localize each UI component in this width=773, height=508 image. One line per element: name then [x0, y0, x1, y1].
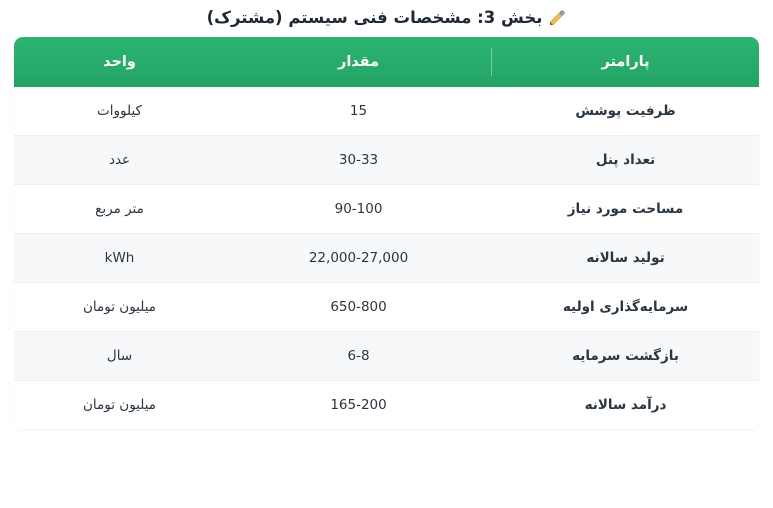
cell-value: 30-33 — [225, 136, 492, 185]
cell-unit: عدد — [14, 136, 225, 185]
table-row — [14, 234, 759, 283]
cell-parameter: تعداد پنل — [492, 136, 759, 185]
column-header-value: مقدار — [225, 37, 492, 87]
cell-unit: متر مربع — [14, 185, 225, 234]
table-row — [14, 136, 759, 185]
cell-parameter: مساحت مورد نیاز — [492, 185, 759, 234]
cell-value: 650-800 — [225, 283, 492, 332]
spec-table — [14, 37, 759, 429]
cell-unit: کیلووات — [14, 87, 225, 136]
pencil-icon — [548, 9, 566, 27]
table-row — [14, 87, 759, 136]
column-header-unit: واحد — [14, 37, 225, 87]
cell-unit: سال — [14, 332, 225, 381]
cell-parameter: سرمایه‌گذاری اولیه — [492, 283, 759, 332]
column-header-parameter: پارامتر — [492, 37, 759, 87]
table-row — [14, 332, 759, 381]
cell-value: 6-8 — [225, 332, 492, 381]
table-row — [14, 185, 759, 234]
table-body — [14, 87, 759, 429]
cell-parameter: تولید سالانه — [492, 234, 759, 283]
spec-table-container — [14, 37, 759, 429]
page-title-text: بخش 3: مشخصات فنی سیستم (مشترک) — [206, 8, 543, 27]
cell-value: 165-200 — [225, 381, 492, 430]
cell-parameter: درآمد سالانه — [492, 381, 759, 430]
cell-unit: میلیون تومان — [14, 283, 225, 332]
cell-value: 15 — [225, 87, 492, 136]
cell-value: 90-100 — [225, 185, 492, 234]
table-header — [14, 37, 759, 87]
table-header-row — [14, 37, 759, 87]
table-row — [14, 381, 759, 430]
cell-value: 22,000-27,000 — [225, 234, 492, 283]
page-title — [0, 0, 773, 37]
table-row — [14, 283, 759, 332]
cell-unit: kWh — [14, 234, 225, 283]
cell-parameter: بازگشت سرمایه — [492, 332, 759, 381]
cell-unit: میلیون تومان — [14, 381, 225, 430]
cell-parameter: ظرفیت پوشش — [492, 87, 759, 136]
